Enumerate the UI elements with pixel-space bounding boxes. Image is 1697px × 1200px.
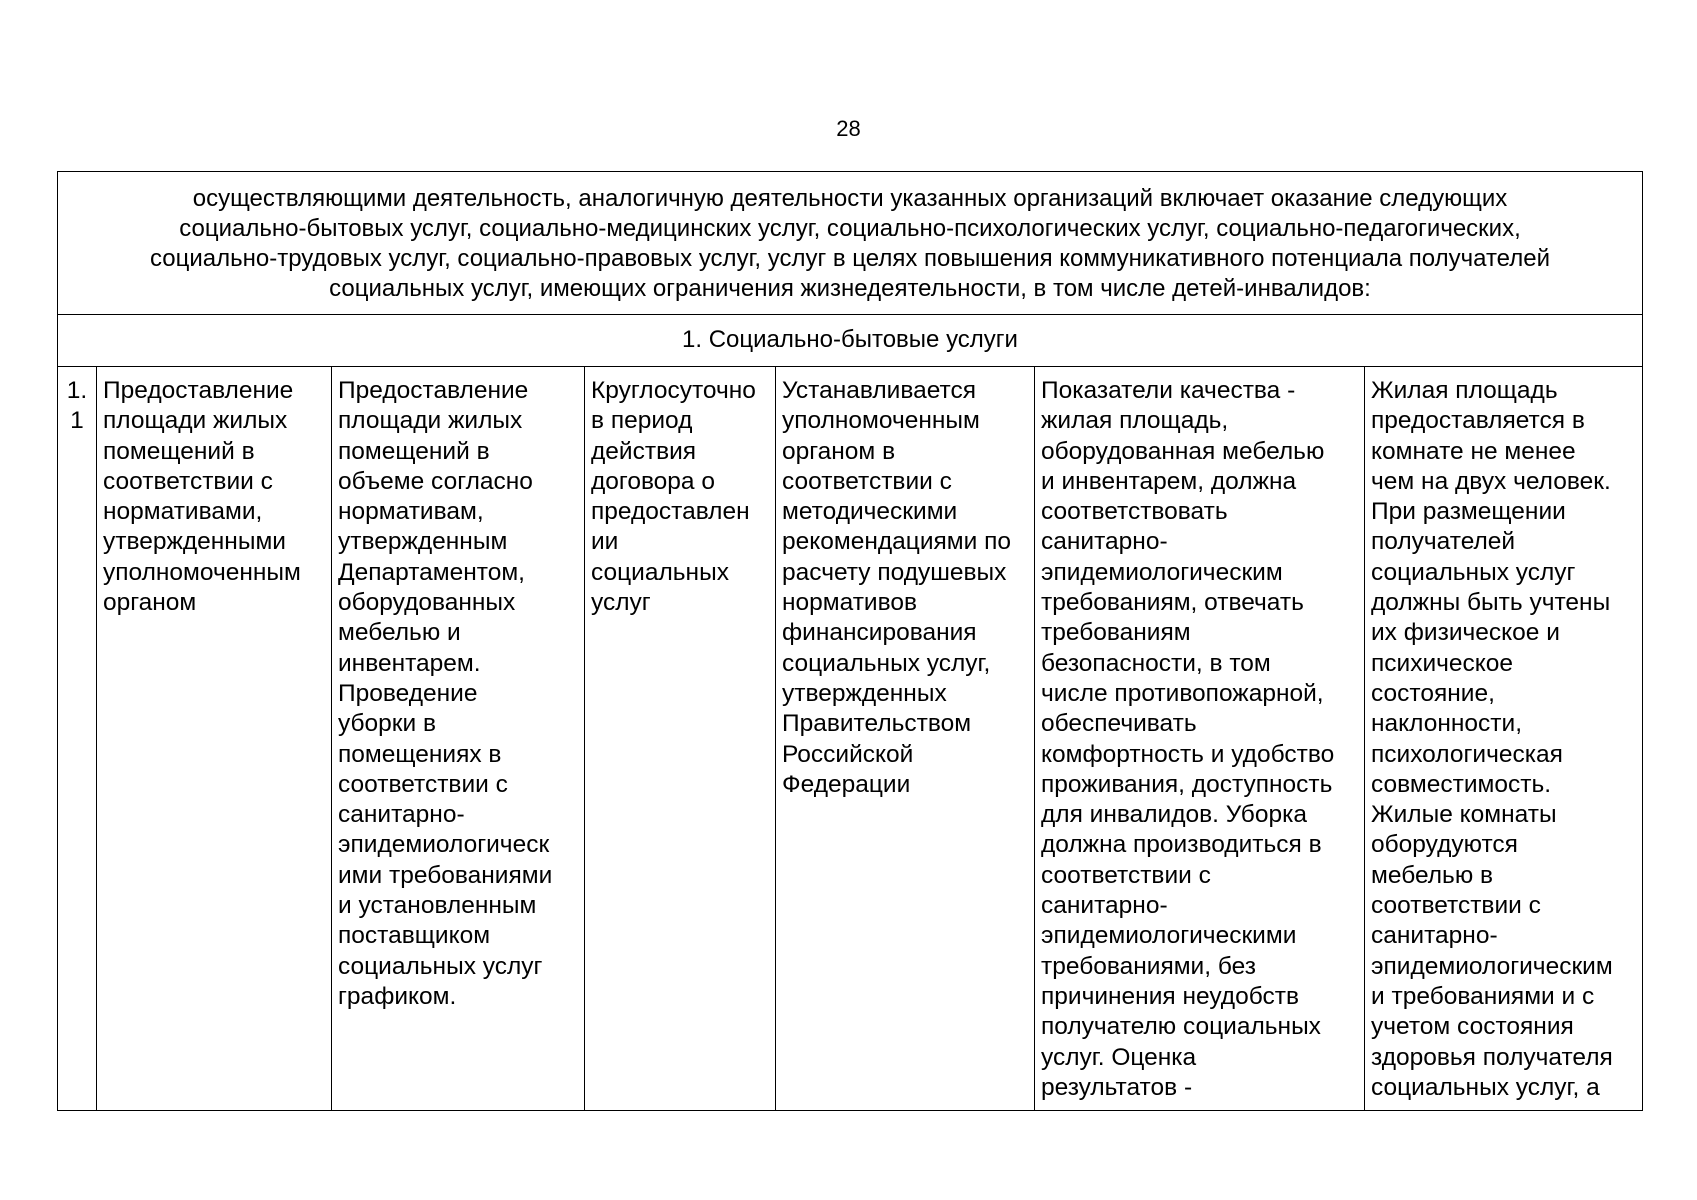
cell-line: предоставляется в (1371, 407, 1585, 435)
cell-line: требованиям (1041, 619, 1191, 647)
cell-line: состояние, (1371, 679, 1495, 707)
cell-line: органом в (782, 437, 896, 465)
cell-line: комфортность и удобство (1041, 740, 1335, 768)
cell-line: помещений в (338, 437, 490, 465)
cell-line: учетом состояния (1371, 1013, 1574, 1041)
cell-line: договора о (591, 467, 715, 495)
cell-line: расчету подушевых (782, 558, 1007, 586)
cell-line: помещениях в (338, 740, 502, 768)
cell-line: санитарно- (338, 801, 465, 829)
cell-line: социальных услуг, а (1371, 1073, 1600, 1101)
cell-line: и инвентарем, должна (1041, 467, 1297, 495)
cell-line: уполномоченным (103, 558, 301, 586)
cell-line: графиком. (338, 982, 457, 1010)
cell-line: эпидемиологическим (1041, 558, 1283, 586)
cell-line: помещений в (103, 437, 255, 465)
service-conditions-cell (1365, 367, 1642, 1110)
service-content-cell (332, 367, 584, 1110)
cell-line: соответствии с (338, 770, 508, 798)
cell-line: Жилая площадь (1371, 377, 1558, 404)
cell-line: финансирования (782, 619, 977, 647)
cell-line: уполномоченным (782, 407, 980, 435)
cell-line: Жилые комнаты (1371, 801, 1557, 829)
table-row (58, 367, 1643, 1111)
cell-line: уборки в (338, 710, 437, 738)
page-number: 28 (836, 116, 861, 141)
section-row (58, 315, 1643, 367)
cell-line: Федерации (782, 770, 911, 798)
row-number-cell (58, 367, 96, 1110)
cell-line: наклонности, (1371, 710, 1522, 738)
cell-line: При размещении (1371, 498, 1566, 526)
cell-line: нормативам, (338, 498, 484, 526)
cell-line: чем на двух человек. (1371, 467, 1611, 495)
cell-line: для инвалидов. Уборка (1041, 801, 1307, 829)
quality-indicators-cell (1035, 367, 1364, 1110)
cell-line: получателей (1371, 528, 1516, 556)
services-table (57, 171, 1643, 1111)
cell-line: безопасности, в том (1041, 649, 1271, 677)
cell-line: ии (591, 528, 619, 556)
cell-line: мебелью в (1371, 861, 1494, 889)
cell-line: действия (591, 437, 697, 465)
cell-line: проживания, доступность (1041, 770, 1333, 798)
cell-line: обеспечивать (1041, 710, 1197, 738)
service-term-cell (585, 367, 775, 1110)
cell-line: психическое (1371, 649, 1514, 677)
cell-line: совместимость. (1371, 770, 1552, 798)
cell-line: соответствии с (1371, 892, 1541, 920)
cell-line: ими требованиями (338, 861, 553, 889)
cell-line: нормативами, (103, 498, 263, 526)
cell-line: получателю социальных (1041, 1013, 1321, 1041)
cell-line: соответствии с (782, 467, 952, 495)
cell-line: эпидемиологическ (338, 831, 550, 859)
cell-line: Круглосуточно (591, 377, 756, 404)
cell-line: и установленным (338, 892, 537, 920)
cell-line: Устанавливается (782, 377, 976, 404)
cell-line: площади жилых (338, 407, 523, 435)
cell-line: социальных (591, 558, 729, 586)
cell-line: Российской (782, 740, 914, 768)
cell-line: санитарно- (1041, 528, 1168, 556)
service-name-cell (97, 367, 331, 1110)
cell-line: предоставлен (591, 498, 750, 526)
cell-line: Предоставление (103, 377, 294, 404)
intro-line: социально-трудовых услуг, социально-правовых услуг, услуг в целях повышения коммуникативного потенциала получателей (150, 245, 1550, 272)
cell-line: соответствии с (1041, 861, 1211, 889)
section-title: 1. Социально-бытовые услуги (682, 326, 1018, 353)
cell-line: здоровья получателя (1371, 1043, 1613, 1071)
cell-line: должны быть учтены (1371, 589, 1611, 617)
intro-line: социально-бытовых услуг, социально-медицинских услуг, социально-психологических услуг, социально-педагогических, (179, 215, 1521, 242)
cell-line: мебелью и (338, 619, 461, 647)
cell-line: психологическая (1371, 740, 1563, 768)
cell-line: эпидемиологическими (1041, 922, 1297, 950)
cell-line: Показатели качества - (1041, 377, 1296, 404)
cell-line: жилая площадь, (1041, 407, 1229, 435)
cell-line: социальных услуг, (782, 649, 991, 677)
cell-line: Правительством (782, 710, 972, 738)
cell-line: санитарно- (1371, 922, 1498, 950)
cell-line: 1. (66, 377, 88, 404)
cell-line: в период (591, 407, 693, 435)
cell-line: Департаментом, (338, 558, 525, 586)
cell-line: оборудуются (1371, 831, 1518, 859)
cell-line: рекомендациями по (782, 528, 1012, 556)
cell-line: причинения неудобств (1041, 982, 1299, 1010)
cell-line: должна производиться в (1041, 831, 1322, 859)
cell-line: утвержденным (338, 528, 508, 556)
cell-line: оборудованная мебелью (1041, 437, 1325, 465)
cell-line: социальных услуг (1371, 558, 1576, 586)
intro-line: осуществляющими деятельность, аналогичную деятельности указанных организаций включает оказание следующих (192, 185, 1508, 212)
cell-line: услуг. Оценка (1041, 1043, 1197, 1071)
cell-line: органом (103, 589, 197, 617)
intro-row (58, 172, 1643, 315)
cell-line: нормативов (782, 589, 918, 617)
cell-line: инвентарем. (338, 649, 481, 677)
cell-line: эпидемиологическим (1371, 952, 1613, 980)
cell-line: требованиями, без (1041, 952, 1256, 980)
cell-line: числе противопожарной, (1041, 679, 1324, 707)
cell-line: санитарно- (1041, 892, 1168, 920)
cell-line: услуг (591, 589, 651, 617)
intro-text (58, 172, 1642, 314)
cell-line: их физическое и (1371, 619, 1560, 647)
service-rate-cell (776, 367, 1034, 1110)
cell-line: методическими (782, 498, 958, 526)
cell-line: объеме согласно (338, 467, 533, 495)
cell-line: Предоставление (338, 377, 529, 404)
cell-line: поставщиком (338, 922, 491, 950)
cell-line: результатов - (1041, 1073, 1193, 1101)
cell-line: Проведение (338, 679, 478, 707)
cell-line: площади жилых (103, 407, 288, 435)
cell-line: и требованиями и с (1371, 982, 1595, 1010)
cell-line: утвержденными (103, 528, 286, 556)
cell-line: требованиям, отвечать (1041, 589, 1304, 617)
cell-line: оборудованных (338, 589, 516, 617)
cell-line: соответствии с (103, 467, 273, 495)
cell-line: утвержденных (782, 679, 947, 707)
cell-line: социальных услуг (338, 952, 543, 980)
cell-line: комнате не менее (1371, 437, 1576, 465)
cell-line: 1 (70, 407, 84, 435)
cell-line: соответствовать (1041, 498, 1228, 526)
intro-line: социальных услуг, имеющих ограничения жизнедеятельности, в том числе детей-инвалидов: (329, 275, 1371, 302)
